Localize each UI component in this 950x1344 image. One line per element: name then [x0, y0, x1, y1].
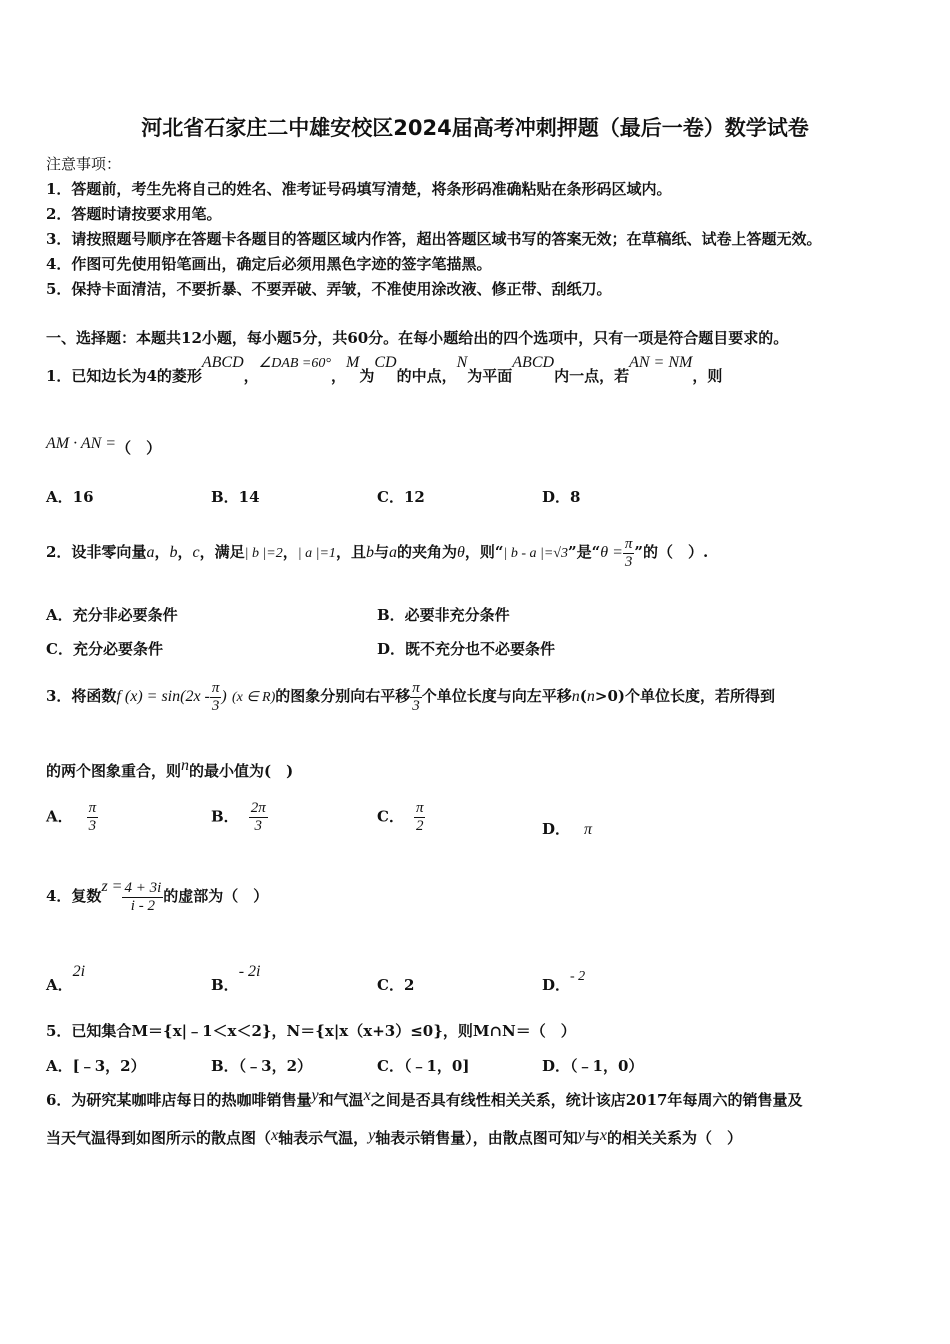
- section-heading: 一、选择题：本题共12小题，每小题5分，共60分。在每小题给出的四个选项中，只有一项是符合题目要求的。: [46, 329, 789, 347]
- question-6: 6．为研究某咖啡店每日的热咖啡销售量y和气温x之间是否具有线性相关关系，统计该店2017年每周六的销售量及: [46, 1087, 803, 1109]
- notice-item: 4．作图可先使用铅笔画出，确定后必须用黑色字迹的签字笔描黑。: [46, 255, 492, 273]
- question-6-cont: 当天气温得到如图所示的散点图（x轴表示气温，y轴表示销售量），由散点图可知y与x的相关关系为（ ）: [46, 1127, 743, 1147]
- q5-option-c[interactable]: C．（﹣1，0]: [377, 1057, 470, 1075]
- fraction: $\frac{2\pi}{3}$: [250, 800, 266, 834]
- question-3-cont: 的两个图象重合，则n的最小值为( ): [46, 757, 294, 780]
- q5-option-a[interactable]: A．[﹣3，2）: [46, 1057, 146, 1075]
- q5-option-d[interactable]: D．（﹣1，0）: [542, 1057, 644, 1075]
- fraction: $\frac{\pi}{2}$: [415, 800, 424, 834]
- notice-item: 2．答题时请按要求用笔。: [46, 205, 222, 223]
- q2-option-d[interactable]: D．既不充分也不必要条件: [377, 640, 556, 658]
- q4-option-c[interactable]: C．2: [377, 976, 415, 994]
- q1-option-a[interactable]: A．16: [46, 488, 94, 506]
- fraction: $\frac{\pi}{3}$: [211, 679, 220, 714]
- question-3: 3．将函数f (x) = sin(2x - $\frac{\pi}{3}$ ) (x ∈ R)的图象分别向右平移 $\frac{\pi}{3}$ 个单位长度与向左平移n(n>0)个单位长度，若所得到: [46, 679, 776, 714]
- fraction: $\frac{\pi}{3}$: [88, 800, 97, 834]
- q1-option-c[interactable]: C．12: [377, 488, 425, 506]
- question-4: 4．复数z = $\frac{4 + 3i}{i - 2}$ 的虚部为（ ）: [46, 878, 269, 914]
- notice-item: 5．保持卡面清洁，不要折暴、不要弄破、弄皱，不准使用涂改液、修正带、刮纸刀。: [46, 280, 612, 298]
- q5-option-b[interactable]: B．（﹣3，2）: [211, 1057, 313, 1075]
- fraction: $\frac{\pi}{3}$: [412, 679, 420, 714]
- q4-option-b[interactable]: B．- 2i: [211, 963, 261, 994]
- q4-option-a[interactable]: A．2i: [46, 963, 86, 994]
- question-1-expression: AM · AN =（ ）: [46, 435, 162, 457]
- q3-option-c[interactable]: C． $\frac{\pi}{2}$: [377, 800, 424, 834]
- notice-item: 3．请按照题号顺序在答题卡各题目的答题区域内作答，超出答题区域书写的答案无效；在草稿纸、试卷上答题无效。: [46, 230, 822, 248]
- q1-option-b[interactable]: B．14: [211, 488, 260, 506]
- question-5: 5．已知集合M＝{x|﹣1＜x＜2}，N＝{x|x（x+3）≤0}，则M∩N＝（ ）: [46, 1022, 576, 1040]
- q2-option-a[interactable]: A．充分非必要条件: [46, 606, 178, 624]
- q3-option-b[interactable]: B． $\frac{2\pi}{3}$: [211, 800, 266, 834]
- q1-option-d[interactable]: D．8: [542, 488, 581, 506]
- q2-option-c[interactable]: C．充分必要条件: [46, 640, 163, 658]
- question-2: 2．设非零向量a，b，c，满足| b |=2，| a |=1，且b与a的夹角为θ，则“| b - a |=√3”是“θ = $\frac{\pi}{3}$ ”的（ ）.: [46, 535, 709, 570]
- fraction: $\frac{4 + 3i}{i - 2}$: [124, 879, 162, 914]
- q3-option-d[interactable]: D． π: [542, 820, 593, 838]
- question-1: 1．已知边长为4的菱形ABCD，∠DAB =60°，M为CD的中点，N为平面ABCD内一点，若AN = NM，则: [46, 354, 723, 385]
- page-title: 河北省石家庄二中雄安校区2024届高考冲刺押题（最后一卷）数学试卷: [141, 116, 809, 140]
- q3-option-a[interactable]: A． $\frac{\pi}{3}$: [46, 800, 97, 834]
- q2-option-b[interactable]: B．必要非充分条件: [377, 606, 510, 624]
- q4-option-d[interactable]: D．- 2: [542, 969, 586, 994]
- notice-item: 1．答题前，考生先将自己的姓名、准考证号码填写清楚，将条形码准确粘贴在条形码区域内。: [46, 180, 672, 198]
- notice-heading: 注意事项：: [46, 155, 122, 173]
- fraction: $\frac{\pi}{3}$: [624, 535, 633, 570]
